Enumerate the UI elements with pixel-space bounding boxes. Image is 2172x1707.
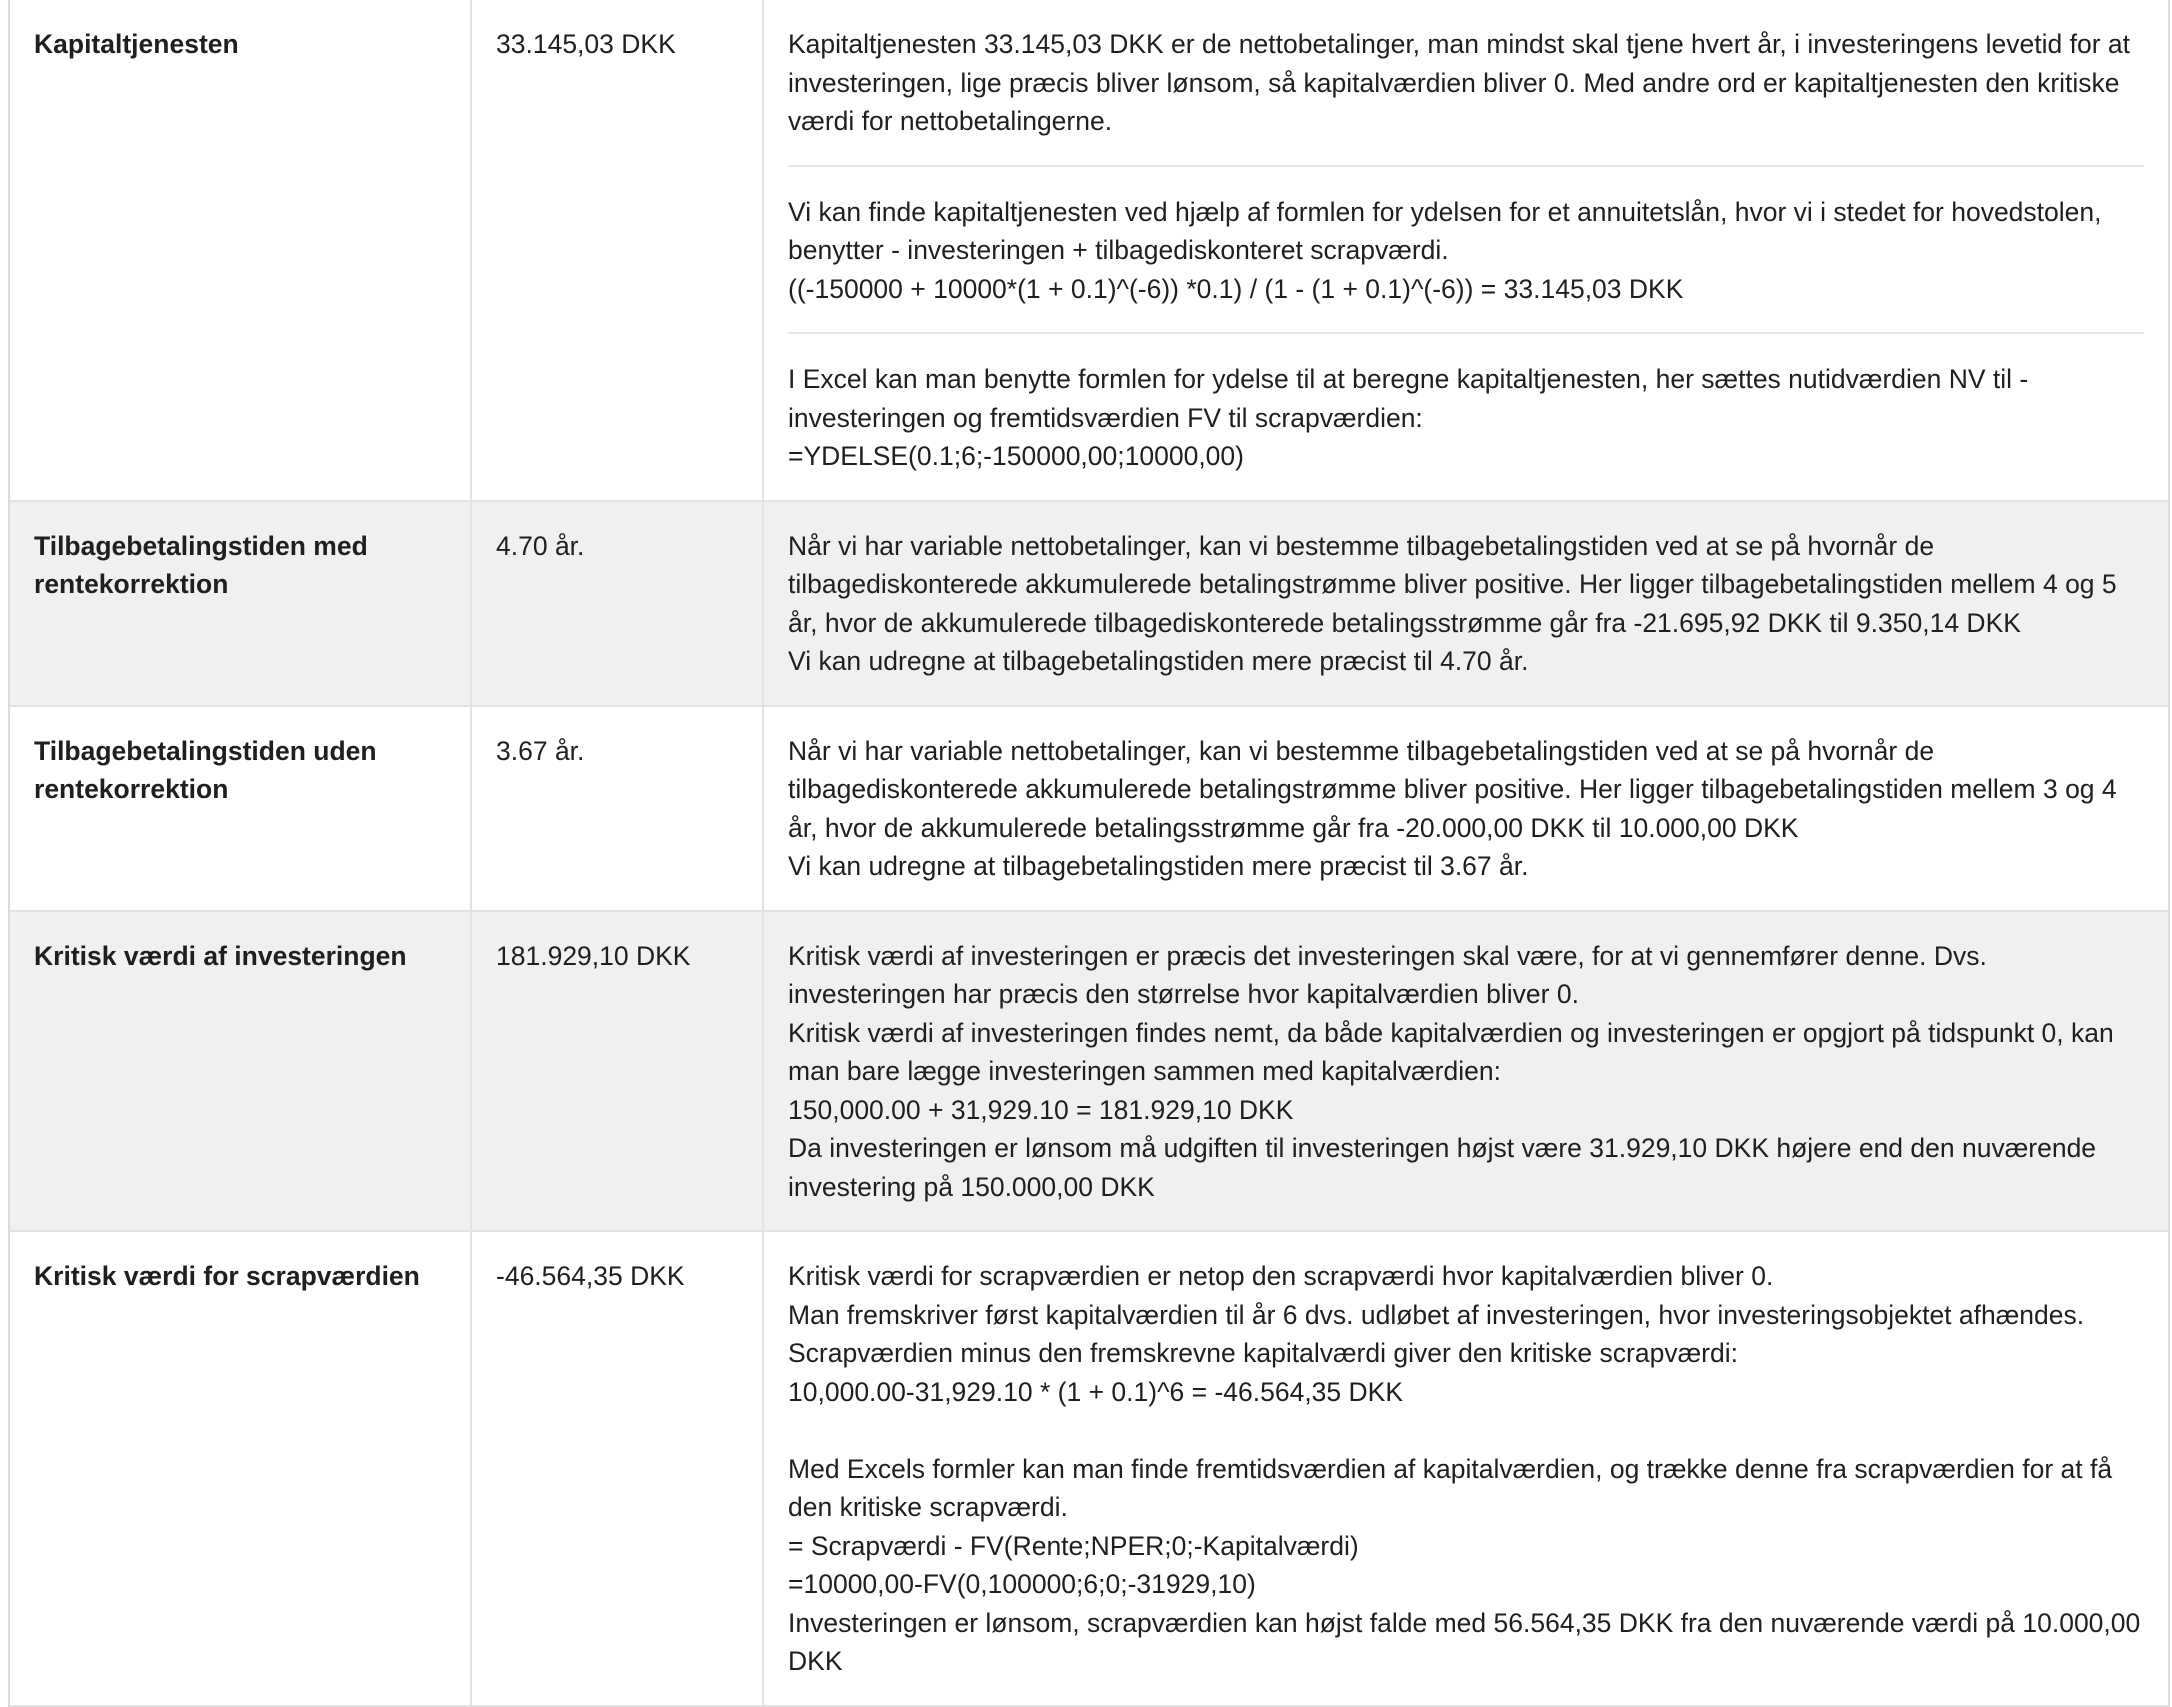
explanation-line: Investeringen er lønsom, scrapværdien kan højst falde med 56.564,35 DKK fra den nuværende værdi på 10.000,00 DKK [788,1607,2148,1676]
table-row [10,0,2168,501]
metric-explanation-cell [763,0,2168,501]
explanation-line: Kritisk værdi af investeringen findes nemt, da både kapitalværdien og investeringen er opgjort på tidspunkt 0, kan man bare lægge investeringen sammen med kapitalværdien: [788,1017,2122,1086]
explanation-line: Kritisk værdi af investeringen er præcis det investeringen skal være, for at vi gennemfører denne. Dvs. investeringen har præcis den størrelse hvor kapitalværdien bliver 0. [788,940,1995,1009]
metric-value-cell: 33.145,03 DKK [471,0,763,501]
metric-explanation-cell [763,911,2168,1232]
explanation-line: Når vi har variable nettobetalinger, kan vi bestemme tilbagebetalingstiden ved at se på hvornår de tilbagediskonterede akkumulerede betalingstrømme bliver positive. Her ligger tilbagebetalingstiden mellem 4 og 5 år, hvor de akkumulerede tilbagediskonterede betalingsstrømme går fra -21.695,92 DKK til 9.350,14 DKK [788,530,2125,638]
explanation-line: ((-150000 + 10000*(1 + 0.1)^(-6)) *0.1) / (1 - (1 + 0.1)^(-6)) = 33.145,03 DKK [788,273,1684,304]
explanation-line: Med Excels formler kan man finde fremtidsværdien af kapitalværdien, og trække denne fra scrapværdien for at få den kritiske scrapværdi. [788,1453,2120,1522]
explanation-section [788,165,2144,309]
explanation-line: Kapitaltjenesten 33.145,03 DKK er de nettobetalinger, man mindst skal tjene hvert år, i investeringens levetid for at investeringen, lige præcis bliver lønsom, så kapitalværdien bliver 0. Med andre ord er kapitaltjenesten den kritiske værdi for nettobetalingerne. [788,29,2138,136]
explanation-section [788,1257,2148,1681]
explanation-line: Når vi har variable nettobetalinger, kan vi bestemme tilbagebetalingstiden ved at se på hvornår de tilbagediskonterede akkumulerede betalingstrømme bliver positive. Her ligger tilbagebetalingstiden mellem 3 og 4 år, hvor de akkumulerede betalingsstrømme går fra -20.000,00 DKK til 10.000,00 DKK [788,735,2125,843]
explanation-line: I Excel kan man benytte formlen for ydelse til at beregne kapitaltjenesten, her sættes nutidværdien NV til -investeringen og fremtidsværdien FV til scrapværdien: [788,364,2029,433]
explanation-line: Man fremskriver først kapitalværdien til år 6 dvs. udløbet af investeringen, hvor investeringsobjektet afhændes. [788,1299,2085,1330]
explanation-section [788,527,2144,681]
explanation-section [788,332,2144,476]
metric-name-cell: Tilbagebetalingstiden med rentekorrektion [10,501,471,706]
explanation-line: 10,000.00-31,929.10 * (1 + 0.1)^6 = -46.564,35 DKK [788,1376,1404,1407]
explanation-line: =YDELSE(0.1;6;-150000,00;10000,00) [788,441,1244,471]
metric-name-cell: Kritisk værdi for scrapværdien [10,1231,471,1706]
metric-explanation-cell [763,1231,2168,1706]
metric-name-cell: Kapitaltjenesten [10,0,471,501]
explanation-line: Kritisk værdi for scrapværdien er netop den scrapværdi hvor kapitalværdien bliver 0. [788,1261,1774,1291]
results-table-frame [8,0,2170,1707]
metric-value-cell: 181.929,10 DKK [471,911,763,1232]
table-row [10,706,2168,911]
explanation-line: Vi kan udregne at tilbagebetalingstiden mere præcist til 4.70 år. [788,646,1529,676]
explanation-section [788,25,2144,141]
metric-value-cell: 3.67 år. [471,706,763,911]
explanation-line: 150,000.00 + 31,929.10 = 181.929,10 DKK [788,1094,1294,1125]
table-row [10,501,2168,706]
explanation-line: Da investeringen er lønsom må udgiften til investeringen højst være 31.929,10 DKK højere end den nuværende investering på 150.000,00 DKK [788,1133,2104,1202]
metric-name-cell: Tilbagebetalingstiden uden rentekorrektion [10,706,471,911]
explanation-line: Vi kan finde kapitaltjenesten ved hjælp af formlen for ydelsen for et annuitetslån, hvor vi i stedet for hovedstolen, benytter - investeringen + tilbagediskonteret scrapværdi. [788,196,2109,265]
metric-value-cell: 4.70 år. [471,501,763,706]
explanation-line: Vi kan udregne at tilbagebetalingstiden mere præcist til 3.67 år. [788,851,1529,881]
explanation-line: = Scrapværdi - FV(Rente;NPER;0;-Kapitalværdi) [788,1530,1359,1561]
explanation-line: Scrapværdien minus den fremskrevne kapitalværdi giver den kritiske scrapværdi: [788,1338,1738,1368]
metric-explanation-cell [763,501,2168,706]
metric-name-cell: Kritisk værdi af investeringen [10,911,471,1232]
explanation-section [788,732,2144,886]
results-table [10,0,2168,1707]
explanation-line: =10000,00-FV(0,100000;6;0;-31929,10) [788,1569,1256,1599]
results-table-body [10,0,2168,1706]
metric-value-cell: -46.564,35 DKK [471,1231,763,1706]
table-row [10,911,2168,1232]
explanation-section [788,937,2144,1207]
blank-line [788,1411,2144,1450]
metric-explanation-cell [763,706,2168,911]
table-row [10,1231,2168,1706]
